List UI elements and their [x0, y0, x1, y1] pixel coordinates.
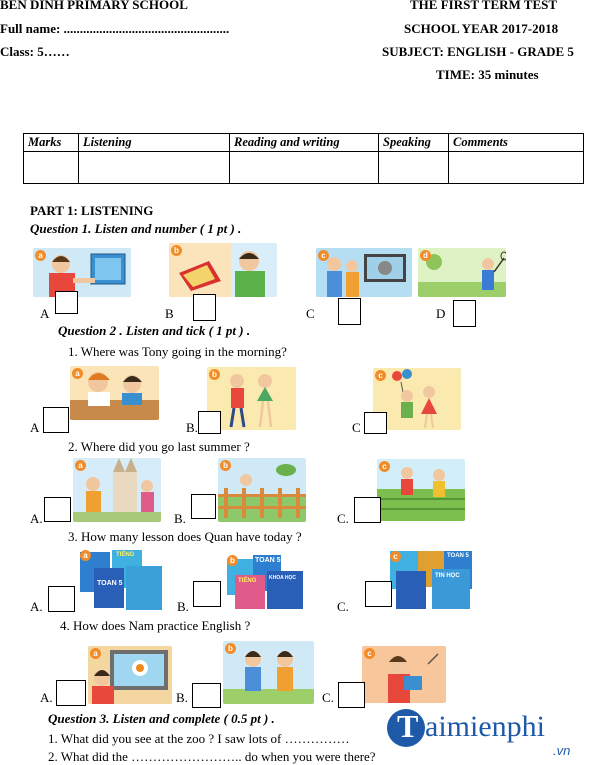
children-at-desk-illustration: [70, 366, 159, 420]
q1-answer-box-d[interactable]: [453, 300, 476, 327]
q2-3-answer-box-c[interactable]: [365, 581, 392, 607]
q2-1-answer-box-c[interactable]: [364, 412, 387, 434]
q2-3-c-book-tin: TIN HỌC: [435, 573, 460, 579]
q2-1-option-a-label: A: [30, 420, 40, 435]
children-at-cathedral-illustration: [73, 458, 161, 522]
q2-2-picture-c: [377, 459, 465, 521]
q2-4-badge-b: b: [225, 643, 236, 654]
q2-3-badge-c: c: [390, 551, 401, 562]
q2-3-b-book-toan: TOAN 5: [255, 557, 281, 564]
q1-option-a-label: A: [40, 306, 50, 321]
q2-item4-text: 4. How does Nam practice English ?: [60, 618, 251, 633]
q2-1-option-c-label: C: [352, 420, 361, 435]
boy-reading-book-illustration: [169, 243, 277, 297]
q2-2-picture-b: [218, 458, 306, 522]
q1-answer-box-c[interactable]: [338, 298, 361, 325]
q2-2-badge-a: a: [75, 460, 86, 471]
q2-3-a-book-toan: TOAN 5: [97, 580, 123, 587]
school-name: BEN DINH PRIMARY SCHOOL: [0, 0, 188, 12]
q2-item2-text: 2. Where did you go last summer ?: [68, 439, 250, 454]
q2-4-option-a-label: A.: [40, 690, 53, 705]
q2-4-answer-box-b[interactable]: [192, 683, 221, 708]
q1-option-d-label: D: [436, 306, 446, 321]
q2-4-answer-box-c[interactable]: [338, 682, 365, 708]
q1-picture-b: [169, 243, 277, 297]
q1-option-c-label: C: [306, 306, 315, 321]
logo-tld-text: .vn: [553, 743, 571, 758]
q1-title: Question 1. Listen and number ( 1 pt ) .: [30, 221, 242, 236]
boy-playing-badminton-illustration: [418, 248, 506, 297]
q2-3-option-c-label: C.: [337, 599, 349, 614]
q2-3-badge-b: b: [227, 555, 238, 566]
reading-writing-cell[interactable]: [230, 152, 379, 184]
full-name-line: Full name: ...................................................: [0, 21, 230, 36]
q2-4-option-b-label: B.: [176, 690, 188, 705]
q2-item1-text: 1. Where was Tony going in the morning?: [68, 344, 287, 359]
listening-cell[interactable]: [79, 152, 230, 184]
q2-2-badge-c: c: [379, 461, 390, 472]
q2-1-badge-b: b: [209, 369, 220, 380]
class-line: Class: 5……: [0, 44, 70, 59]
q2-4-answer-box-a[interactable]: [56, 680, 86, 706]
q2-1-answer-box-a[interactable]: [43, 407, 69, 433]
q2-2-picture-a: [73, 458, 161, 522]
q3-title: Question 3. Listen and complete ( 0.5 pt ) .: [48, 711, 275, 726]
q2-3-picture-a: [78, 548, 166, 612]
q1-answer-box-a[interactable]: [55, 291, 78, 314]
q2-3-badge-a: a: [80, 550, 91, 561]
q2-3-a-book-tieng: TIẾNG: [116, 552, 135, 558]
school-year: SCHOOL YEAR 2017-2018: [404, 21, 559, 36]
q1-answer-box-b[interactable]: [193, 294, 216, 321]
speaking-cell[interactable]: [379, 152, 449, 184]
q2-2-option-b-label: B.: [174, 511, 186, 526]
q2-title: Question 2 . Listen and tick ( 1 pt ) .: [58, 323, 251, 338]
q2-2-answer-box-a[interactable]: [44, 497, 71, 522]
q2-1-answer-box-b[interactable]: [198, 411, 221, 434]
q2-3-option-a-label: A.: [30, 599, 43, 614]
q2-1-badge-a: a: [72, 368, 83, 379]
q1-badge-d: d: [420, 250, 431, 261]
farm-fence-illustration: [218, 458, 306, 522]
q1-picture-c: [316, 248, 412, 297]
q2-3-c-book-toan: TOAN 5: [447, 553, 469, 559]
q2-3-picture-b: [225, 553, 309, 611]
q2-4-badge-c: c: [364, 648, 375, 659]
q1-picture-d: [418, 248, 506, 297]
q2-4-picture-a: [88, 646, 172, 704]
q2-2-badge-b: b: [220, 460, 231, 471]
comments-cell[interactable]: [449, 152, 584, 184]
speaking-header: Speaking: [379, 134, 449, 152]
q2-3-picture-c: [388, 549, 475, 611]
marks-cell[interactable]: [24, 152, 79, 184]
q2-2-option-a-label: A.: [30, 511, 43, 526]
q2-1-option-b-label: B.: [186, 420, 198, 435]
part1-title: PART 1: LISTENING: [30, 203, 154, 218]
marks-table: [23, 133, 584, 184]
q2-3-answer-box-a[interactable]: [48, 586, 75, 612]
q2-4-picture-c: [362, 646, 446, 703]
subject-line: SUBJECT: ENGLISH - GRADE 5: [382, 44, 574, 59]
children-watching-tv-illustration: [316, 248, 412, 297]
q1-badge-b: b: [171, 245, 182, 256]
test-title: THE FIRST TERM TEST: [410, 0, 558, 12]
marks-header: Marks: [24, 134, 79, 152]
q2-3-b-book-khoa: KHOA HỌC: [269, 575, 297, 581]
boys-talking-illustration: [223, 641, 314, 704]
marks-table-entry-row: [24, 152, 584, 184]
q1-badge-a: a: [35, 250, 46, 261]
q2-2-answer-box-b[interactable]: [191, 494, 216, 519]
marks-table-header-row: [24, 134, 584, 152]
taimienphi-watermark: [385, 705, 595, 765]
reading-writing-header: Reading and writing: [230, 134, 379, 152]
q2-3-b-book-tieng: TIẾNG: [238, 578, 257, 584]
q2-3-option-b-label: B.: [177, 599, 189, 614]
q1-badge-c: c: [318, 250, 329, 261]
q3-item2-text: 2. What did the …………………….. do when you were there?: [48, 749, 376, 764]
q2-1-picture-a: [70, 366, 159, 420]
q2-2-answer-box-c[interactable]: [354, 497, 381, 523]
q2-4-option-c-label: C.: [322, 690, 334, 705]
logo-initial: T: [397, 708, 419, 744]
children-in-field-illustration: [377, 459, 465, 521]
logo-brand-text: aimienphi: [425, 710, 545, 743]
q2-4-badge-a: a: [90, 648, 101, 659]
q3-item1-text: 1. What did you see at the zoo ? I saw lots of ……………: [48, 731, 350, 746]
listening-header: Listening: [79, 134, 230, 152]
q2-4-picture-b: [223, 641, 314, 704]
q1-picture-a: [33, 248, 131, 297]
time-line: TIME: 35 minutes: [436, 67, 539, 82]
comments-header: Comments: [449, 134, 584, 152]
q2-1-badge-c: c: [375, 370, 386, 381]
q2-3-answer-box-b[interactable]: [193, 581, 221, 607]
q2-item3-text: 3. How many lesson does Quan have today ?: [68, 529, 302, 544]
boy-using-tablet-illustration: [33, 248, 131, 297]
q2-2-option-c-label: C.: [337, 511, 349, 526]
q1-option-b-label: B: [165, 306, 174, 321]
